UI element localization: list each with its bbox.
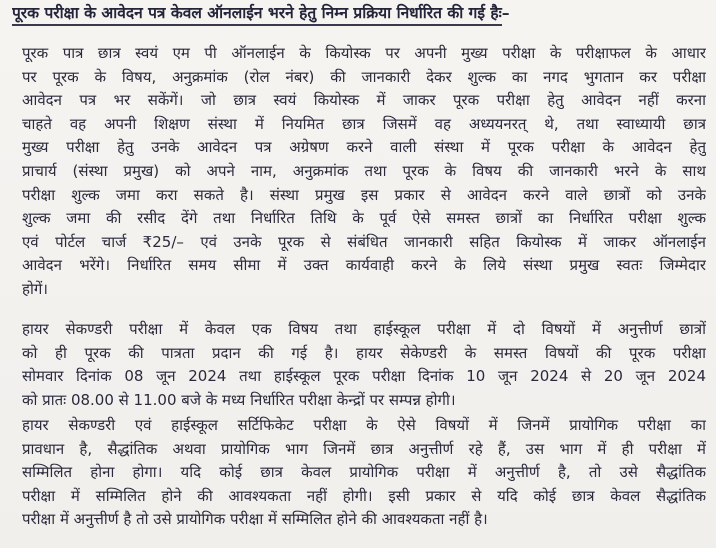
paragraph-line: पर पूरक के विषय, अनुक्रमांक (रोल नंबर) की जानकारी देकर शुल्क का नगद भुगतान कर परीक्षा [22,67,706,86]
paragraph-line: सम्मिलित होना होगा। यदि कोई छात्र केवल प्रायोगिक परीक्षा में अनुत्तीर्ण है, तो उसे सैद्धांतिक [22,463,706,482]
paragraph-line: पूरक पात्र छात्र स्वयं एम पी ऑनलाईन के कियोस्क पर अपनी मुख्य परीक्षा के परीक्षाफल के आधार [22,44,706,62]
paragraph-line: मुख्य परीक्षा हेतु उनके आवेदन पत्र अग्रेषण करने वाली संस्था में पूरक परीक्षा के आवेदन हेतु [22,138,706,157]
paragraph-practical-exam [22,414,706,532]
paragraph-line: हायर सेकण्डरी एवं हाईस्कूल सर्टिफिकेट परीक्षा के ऐसे विषयों में जिनमें प्रायोगिक परीक्षा का [22,416,706,434]
paragraph-line: परीक्षा शुल्क जमा करा सकते है। संस्था प्रमुख इस प्रकार से आवेदन करने वाले छात्रों को उनके [22,185,706,204]
paragraph-kiosk-procedure [22,42,706,302]
paragraph-line: को ही पूरक की पात्रता प्रदान की गई है। हायर सेकेण्डरी के समस्त विषयों की पूरक परीक्षा [22,343,706,362]
paragraph-line: प्राचार्य (संस्था प्रमुख) को अपने नाम, अनुक्रमांक तथा पूरक के विषय की जानकारी भरने के साथ [22,161,706,180]
paragraph-line: आवेदन पत्र भर सकेंगें। जो छात्र स्वयं कियोस्क में जाकर पूरक परीक्षा हेतु आवेदन नहीं करना [22,91,706,110]
document-heading: पूरक परीक्षा के आवेदन पत्र केवल ऑनलाईन भरने हेतु निम्न प्रक्रिया निर्धारित की गई हैः– [12,4,510,22]
paragraph-line: प्रावधान है, सैद्धांतिक अथवा प्रायोगिक भाग जिनमें छात्र अनुत्तीर्ण रहे हैं, उस भाग में ही परीक्षा में [22,439,706,458]
paragraph-line: एवं पोर्टल चार्ज ₹25/– एवं उनके पूरक से संबंधित जानकारी सहित कियोस्क में जाकर ऑनलाईन [22,232,706,251]
paragraph-line: चाहते वह अपनी शिक्षण संस्था में नियमित छात्र जिसमें वह अध्ययनरत् थे, तथा स्वाध्यायी छात्र [22,114,706,133]
paragraph-line: होगें। [22,279,48,298]
paragraph-line: सोमवार दिनांक 08 जून 2024 तथा हाईस्कूल पूरक परीक्षा दिनांक 10 जून 2024 से 20 जून 2024 [22,367,706,386]
paragraph-line: हायर सेकण्डरी परीक्षा में केवल एक विषय तथा हाईस्कूल परीक्षा में दो विषयों में अनुत्तीर्ण छात्रों [22,320,706,338]
paragraph-line: शुल्क जमा की रसीद देंगे तथा निर्धारित तिथि के पूर्व ऐसे समस्त छात्रों का निर्धारित परीक्षा शुल्क [22,209,706,228]
paragraph-line: को प्रातः 08.00 से 11.00 बजे के मध्य निर्धारित परीक्षा केन्द्रों पर सम्पन्न होगी। [22,390,456,409]
heading-underline [12,24,502,26]
paragraph-exam-schedule [22,318,706,412]
paragraph-line: परीक्षा में सम्मिलित होने की आवश्यकता नहीं होगी। इसी प्रकार से यदि कोई छात्र केवल सैद्धांतिक [22,486,706,505]
paragraph-line: परीक्षा में अनुत्तीर्ण है तो उसे प्रायोगिक परीक्षा में सम्मिलित होने की आवश्यकता नहीं है। [22,510,488,529]
paragraph-line: आवेदन भरेंगे। निर्धारित समय सीमा में उक्त कार्यवाही करने के लिये संस्था प्रमुख स्वतः जिम्मेदार [22,256,706,275]
